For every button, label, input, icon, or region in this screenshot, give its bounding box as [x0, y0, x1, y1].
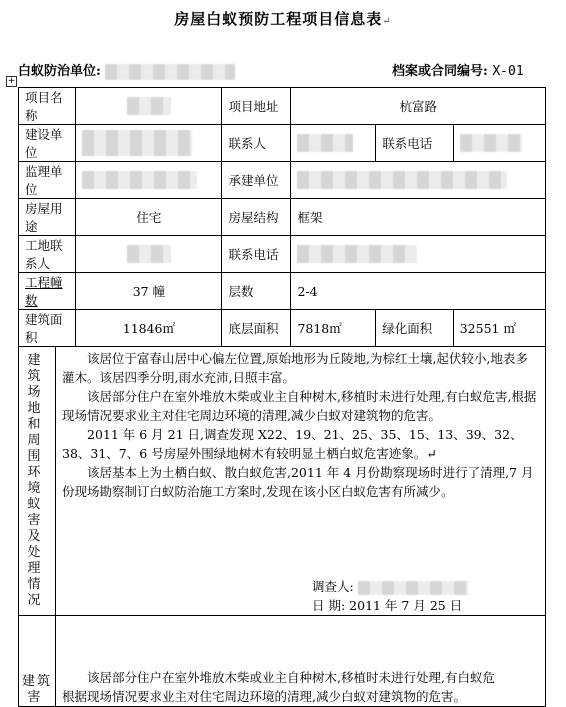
- builder-label: 建设单位: [19, 125, 76, 162]
- redacted-unit-name: [105, 64, 235, 80]
- table-row: [19, 347, 546, 616]
- green-area-value: 32551 ㎡: [453, 310, 545, 347]
- building-paragraph: 该居部分住户在室外堆放木柴或业主自种树木,移植时未进行处理,有白蚁危: [87, 670, 495, 685]
- area-value: 11846㎡: [76, 310, 222, 347]
- environment-side-label: 建 筑 场 地 和 周 围 环 境 蚁 害 及 处 理 情 况: [19, 347, 56, 616]
- base-area-value: 7818㎡: [291, 310, 376, 347]
- table-row: [19, 616, 546, 707]
- contractor-value: [291, 162, 546, 199]
- site-contact-label: 工地联系人: [19, 236, 76, 273]
- floors-label: 层数: [222, 273, 291, 310]
- project-name-value: [76, 88, 222, 125]
- building-description: [56, 616, 546, 707]
- floors-value: 2-4: [291, 273, 546, 310]
- site-phone-label: 联系电话: [222, 236, 291, 273]
- green-area-label: 绿化面积: [376, 310, 453, 347]
- contact-label: 联系人: [222, 125, 291, 162]
- date-label: 日 期:: [312, 598, 346, 613]
- usage-value: 住宅: [76, 199, 222, 236]
- env-paragraph: 该居基本上为土栖白蚁、散白蚁危害,2011 年 4 月份勘察现场时进行了清理,7 月份现场勘察制订白蚁防治施工方案时,发现在该小区白蚁危害有所减少。: [62, 465, 534, 499]
- archive-number-value: X-01: [492, 64, 524, 79]
- page-title: 房屋白蚁预防工程项目信息表↵: [174, 10, 392, 28]
- pest-control-unit-label: 白蚁防治单位:: [18, 64, 101, 79]
- structure-value: 框架: [291, 199, 546, 236]
- structure-label: 房屋结构: [222, 199, 291, 236]
- table-row: [19, 199, 546, 236]
- table-row: [19, 273, 546, 310]
- project-name-label: 项目名称: [19, 88, 76, 125]
- pest-control-unit: [18, 60, 235, 80]
- env-paragraph: 该居位于富春山居中心偏左位置,原始地形为丘陵地,为棕红土壤,起伏较小,地表多灌木。该居四季分明,雨水充沛,日照丰富。: [62, 351, 528, 385]
- building-paragraph: 根据现场情况要求业主对住宅周边环境的清理,减少白蚁对建筑物的危害。: [62, 689, 466, 704]
- project-address-value: 杭富路: [291, 88, 546, 125]
- table-row: [19, 88, 546, 125]
- supervisor-value: [76, 162, 222, 199]
- env-paragraph: 2011 年 6 月 21 日,调查发现 X22、19、21、25、35、15、13、39、32、38、31、7、6 号房屋外围绿地树木有较明显土栖白蚁危害迹象。↵: [62, 427, 523, 461]
- usage-label: 房屋用途: [19, 199, 76, 236]
- table-expand-icon[interactable]: +: [7, 76, 16, 86]
- redacted-investigator: [358, 581, 468, 595]
- buildings-value: 37 幢: [76, 273, 222, 310]
- environment-description: [56, 347, 546, 616]
- table-row: [19, 236, 546, 273]
- paragraph-mark: ↵: [382, 16, 392, 27]
- project-info-table: [18, 87, 546, 707]
- builder-value: [76, 125, 222, 162]
- table-row: [19, 162, 546, 199]
- archive-number: [392, 60, 524, 79]
- phone-value: [453, 125, 545, 162]
- contractor-label: 承建单位: [222, 162, 291, 199]
- env-paragraph: 该居部分住户在室外堆放木柴或业主自种树木,移植时未进行处理,有白蚁危害,根据现场情况要求业主对住宅周边环境的清理,减少白蚁对建筑物的危害。: [62, 389, 537, 423]
- site-phone-value: [291, 236, 546, 273]
- supervisor-label: 监理单位: [19, 162, 76, 199]
- archive-number-label: 档案或合同编号:: [392, 64, 488, 79]
- table-row: [19, 125, 546, 162]
- project-address-label: 项目地址: [222, 88, 291, 125]
- base-area-label: 底层面积: [222, 310, 291, 347]
- table-row: [19, 310, 546, 347]
- buildings-label: 工程幢数: [19, 273, 76, 310]
- area-label: 建筑面积: [19, 310, 76, 347]
- date-value: 2011 年 7 月 25 日: [349, 598, 463, 613]
- building-side-label: 建筑 害: [19, 616, 56, 707]
- contact-value: [291, 125, 376, 162]
- signature-block: [312, 577, 539, 615]
- investigator-label: 调查人:: [312, 579, 354, 594]
- site-contact-value: [76, 236, 222, 273]
- phone-label: 联系电话: [376, 125, 453, 162]
